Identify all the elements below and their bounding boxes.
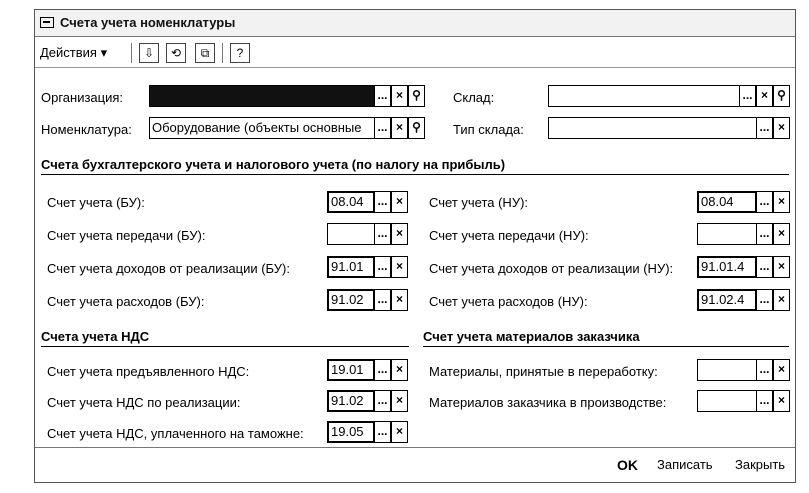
select-button[interactable]: ...	[756, 359, 773, 381]
section-title-bu-nu: Счета бухгалтерского учета и налогового учета (по налогу на прибыль)	[41, 157, 506, 172]
nom-input[interactable]: Оборудование (объекты основные	[149, 117, 375, 139]
nds-row-label: Счет учета НДС по реализации:	[47, 395, 241, 410]
clear-icon[interactable]: ×	[391, 390, 408, 412]
close-button[interactable]: Закрыть	[735, 457, 786, 472]
nom-label: Номенклатура:	[41, 122, 132, 137]
nds-presented-input[interactable]: 19.01	[327, 359, 375, 381]
org-input[interactable]	[149, 85, 375, 107]
select-button[interactable]: ...	[374, 359, 391, 381]
nom-clear-icon[interactable]: ×	[391, 117, 408, 139]
section-divider	[41, 174, 789, 175]
nu-row-label: Счет учета доходов от реализации (НУ):	[429, 261, 674, 276]
footer-bar	[35, 447, 795, 482]
nu-transfer-input[interactable]	[697, 223, 757, 245]
clear-icon[interactable]: ×	[773, 256, 790, 278]
nu-income-input[interactable]: 91.01.4	[697, 256, 757, 278]
help-icon[interactable]: ?	[230, 43, 250, 63]
select-button[interactable]: ...	[374, 191, 391, 213]
nds-row-label: Счет учета НДС, уплаченного на таможне:	[47, 426, 304, 441]
section-divider	[41, 346, 409, 347]
select-button[interactable]: ...	[374, 256, 391, 278]
nom-open-icon[interactable]: ⚲	[408, 117, 425, 139]
clear-icon[interactable]: ×	[773, 223, 790, 245]
select-button[interactable]: ...	[756, 223, 773, 245]
save-button[interactable]: Записать	[657, 457, 713, 472]
clear-icon[interactable]: ×	[391, 256, 408, 278]
actions-label: Действия	[40, 45, 97, 60]
toolbar	[35, 37, 795, 68]
clear-icon[interactable]: ×	[773, 191, 790, 213]
org-open-icon[interactable]: ⚲	[408, 85, 425, 107]
clear-icon[interactable]: ×	[773, 359, 790, 381]
select-button[interactable]: ...	[756, 390, 773, 412]
sklad-type-clear-icon[interactable]: ×	[773, 117, 790, 139]
title-bar	[35, 10, 795, 37]
select-button[interactable]: ...	[374, 390, 391, 412]
materials-processing-input[interactable]	[697, 359, 757, 381]
materials-row-label: Материалов заказчика в производстве:	[429, 395, 667, 410]
bu-expense-input[interactable]: 91.02	[327, 289, 375, 311]
toolbar-separator	[222, 43, 223, 63]
select-button[interactable]: ...	[374, 421, 391, 443]
clear-icon[interactable]: ×	[773, 390, 790, 412]
materials-production-input[interactable]	[697, 390, 757, 412]
section-title-nds: Счета учета НДС	[41, 329, 150, 344]
nu-row-label: Счет учета расходов (НУ):	[429, 294, 588, 309]
nds-customs-input[interactable]: 19.05	[327, 421, 375, 443]
clear-icon[interactable]: ×	[391, 421, 408, 443]
sklad-select-button[interactable]: ...	[739, 85, 756, 107]
select-button[interactable]: ...	[756, 191, 773, 213]
actions-menu[interactable]	[40, 45, 107, 61]
bu-row-label: Счет учета (БУ):	[47, 195, 145, 210]
nds-row-label: Счет учета предъявленного НДС:	[47, 364, 250, 379]
select-button[interactable]: ...	[756, 256, 773, 278]
clear-icon[interactable]: ×	[391, 359, 408, 381]
nu-account-input[interactable]: 08.04	[697, 191, 757, 213]
clear-icon[interactable]: ×	[773, 289, 790, 311]
select-button[interactable]: ...	[756, 289, 773, 311]
select-button[interactable]: ...	[374, 289, 391, 311]
sklad-open-icon[interactable]: ⚲	[773, 85, 790, 107]
refresh-icon[interactable]: ⟲	[166, 43, 186, 63]
nu-expense-input[interactable]: 91.02.4	[697, 289, 757, 311]
select-button[interactable]: ...	[374, 223, 391, 245]
bu-income-input[interactable]: 91.01	[327, 256, 375, 278]
bu-row-label: Счет учета передачи (БУ):	[47, 228, 206, 243]
org-clear-icon[interactable]: ×	[391, 85, 408, 107]
window-title: Счета учета номенклатуры	[60, 15, 236, 30]
bu-row-label: Счет учета расходов (БУ):	[47, 294, 205, 309]
nom-select-button[interactable]: ...	[374, 117, 391, 139]
bu-transfer-input[interactable]	[327, 223, 375, 245]
sklad-clear-icon[interactable]: ×	[756, 85, 773, 107]
sklad-type-label: Тип склада:	[453, 122, 524, 137]
clear-icon[interactable]: ×	[391, 223, 408, 245]
section-divider	[423, 346, 789, 347]
toolbar-separator	[131, 43, 132, 63]
bu-row-label: Счет учета доходов от реализации (БУ):	[47, 261, 290, 276]
org-select-button[interactable]: ...	[374, 85, 391, 107]
clear-icon[interactable]: ×	[391, 289, 408, 311]
section-title-customer-materials: Счет учета материалов заказчика	[423, 329, 640, 344]
ok-button[interactable]: OK	[617, 457, 638, 473]
sklad-input[interactable]	[548, 85, 740, 107]
nu-row-label: Счет учета (НУ):	[429, 195, 529, 210]
org-label: Организация:	[41, 90, 124, 105]
sklad-label: Склад:	[453, 90, 495, 105]
window-icon	[40, 17, 54, 28]
copy-icon[interactable]: ⧉	[195, 43, 215, 63]
bu-account-input[interactable]: 08.04	[327, 191, 375, 213]
nu-row-label: Счет учета передачи (НУ):	[429, 228, 589, 243]
sklad-type-select-button[interactable]: ...	[756, 117, 773, 139]
nds-sales-input[interactable]: 91.02	[327, 390, 375, 412]
move-down-icon[interactable]: ⇩	[139, 43, 159, 63]
materials-row-label: Материалы, принятые в переработку:	[429, 364, 658, 379]
clear-icon[interactable]: ×	[391, 191, 408, 213]
sklad-type-input[interactable]	[548, 117, 757, 139]
chevron-down-icon: ▾	[100, 45, 108, 60]
dialog-window	[34, 9, 796, 483]
